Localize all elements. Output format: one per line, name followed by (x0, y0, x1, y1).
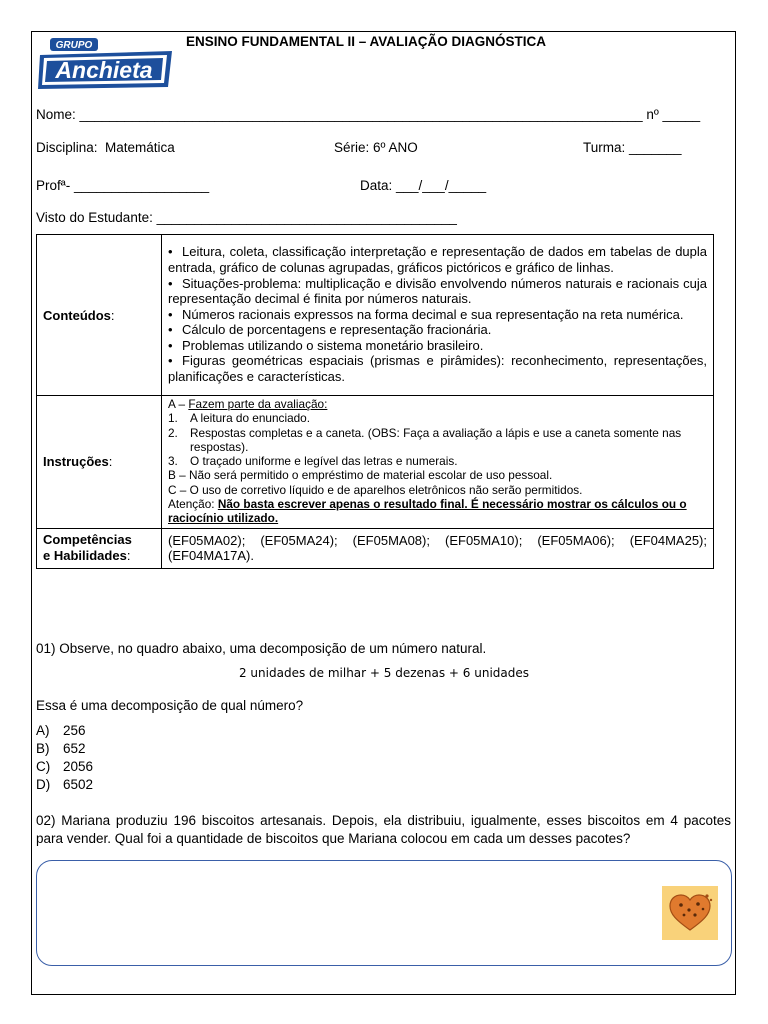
instructions-text: A – Fazem parte da avaliação: 1. A leitura do enunciado. 2. Respostas completas e a caneta. (OBS: Faça a avaliação a lápis e use a caneta somente nas respostas). 3. O traçado uniforme e legível das letras e numerais. B – Não será permitido o empréstimo de material escolar de uso pessoal. C – O uso de corretivo líquido e de aparelhos eletrônicos não serão permitidos. Atenção: Não basta escrever apenas o resultado final. É necessário mostrar os cálculos ou o raciocínio utilizado. (162, 396, 713, 528)
contents-label: Conteúdos (43, 307, 111, 323)
instructions-label: Instruções (43, 454, 109, 470)
name-field[interactable]: Nome: ___________________________________________________________________________ nº _____ (36, 107, 701, 122)
teacher-field[interactable]: Profª- __________________ (36, 178, 210, 193)
logo-top-text: GRUPO (55, 40, 93, 51)
competencies-row (37, 528, 714, 568)
list-item: 1. A leitura do enunciado. (168, 411, 311, 426)
instructions-label-cell: Instruções: (37, 396, 162, 529)
list-item: • Situações-problema: multiplicação e divisão envolvendo números naturais e racionais cuja representação decimal é finita por números naturais. (168, 275, 707, 307)
contents-cell (162, 235, 714, 396)
option-d[interactable]: D) 6502 (36, 777, 94, 792)
option-c[interactable]: C) 2056 (36, 759, 94, 774)
option-b[interactable]: B) 652 (36, 741, 86, 756)
contents-row (37, 235, 714, 396)
list-item: • Leitura, coleta, classificação interpretação e representação de dados em tabelas de dupla entrada, gráfico de colunas agrupadas, gráficos pictóricos e gráfico de linhas. (168, 244, 707, 275)
instructions-a-heading: Fazem parte da avaliação: (188, 397, 328, 411)
answer-box[interactable] (36, 860, 732, 966)
decomposition-box: 2 unidades de milhar + 5 dezenas + 6 unidades (238, 666, 530, 680)
instruction-c: C – O uso de corretivo líquido e de aparelhos eletrônicos não serão permitidos. (168, 482, 583, 497)
question-1-text: 01) Observe, no quadro abaixo, uma decomposição de um número natural. (36, 641, 487, 656)
list-item: • Cálculo de porcentagens e representação fracionária. (168, 322, 492, 338)
instructions-row (37, 396, 714, 529)
attention-note: Atenção: Não basta escrever apenas o resultado final. É necessário mostrar os cálculos ou o raciocínio utilizado. (168, 497, 687, 526)
list-item: 2. Respostas completas e a caneta. (OBS: Faça a avaliação a lápis e use a caneta somente nas respostas). (168, 425, 682, 454)
contents-label-cell: Conteúdos: (37, 235, 162, 396)
competencies-label: Competências (43, 532, 132, 548)
instructions-cell (162, 396, 714, 529)
question-2-text: 02) Mariana produziu 196 biscoitos artesanais. Depois, ela distribuiu, igualmente, esses biscoitos em 4 pacotes para vender. Qual foi a quantidade de biscoitos que Mariana colocou em cada um desses pacotes? (36, 813, 731, 846)
list-item: • Números racionais expressos na forma decimal e sua representação na reta numérica. (168, 306, 684, 322)
student-signature-field[interactable]: Visto do Estudante: ________________________________________ (36, 210, 457, 225)
list-item: • Figuras geométricas espaciais (prismas e pirâmides): reconhecimento, representações, planificações e características. (168, 353, 707, 385)
class-field[interactable]: Turma: _______ (583, 140, 682, 155)
list-item: 3. O traçado uniforme e legível das letras e numerais. (168, 454, 458, 469)
question-1-options (36, 722, 93, 794)
instruction-b: B – Não será permitido o empréstimo de material escolar de uso pessoal. (168, 468, 553, 483)
grupo-anchieta-logo (36, 37, 176, 93)
date-field[interactable]: Data: ___/___/_____ (360, 178, 487, 193)
logo-main-text: Anchieta (55, 57, 153, 83)
page-title: ENSINO FUNDAMENTAL II – AVALIAÇÃO DIAGNÓSTICA (186, 34, 547, 49)
cookie-icon (662, 886, 718, 940)
cookie-tile (662, 886, 718, 940)
skills-label: e Habilidades (43, 548, 127, 564)
subject-label: Disciplina: Matemática (36, 140, 175, 155)
question-1-prompt: Essa é uma decomposição de qual número? (36, 698, 304, 713)
grade-label: Série: 6º ANO (334, 140, 418, 155)
info-table (36, 234, 714, 569)
list-item: • Problemas utilizando o sistema monetário brasileiro. (168, 337, 484, 353)
competencies-cell (162, 528, 714, 568)
contents-list (162, 243, 713, 386)
option-a[interactable]: A) 256 (36, 723, 86, 738)
competencies-label-cell: Competências e Habilidades: (37, 528, 162, 568)
competencies-codes: (EF05MA02); (EF05MA24); (EF05MA08); (EF05MA10); (EF05MA06); (EF04MA25); (EF04MA17A). (168, 532, 707, 564)
